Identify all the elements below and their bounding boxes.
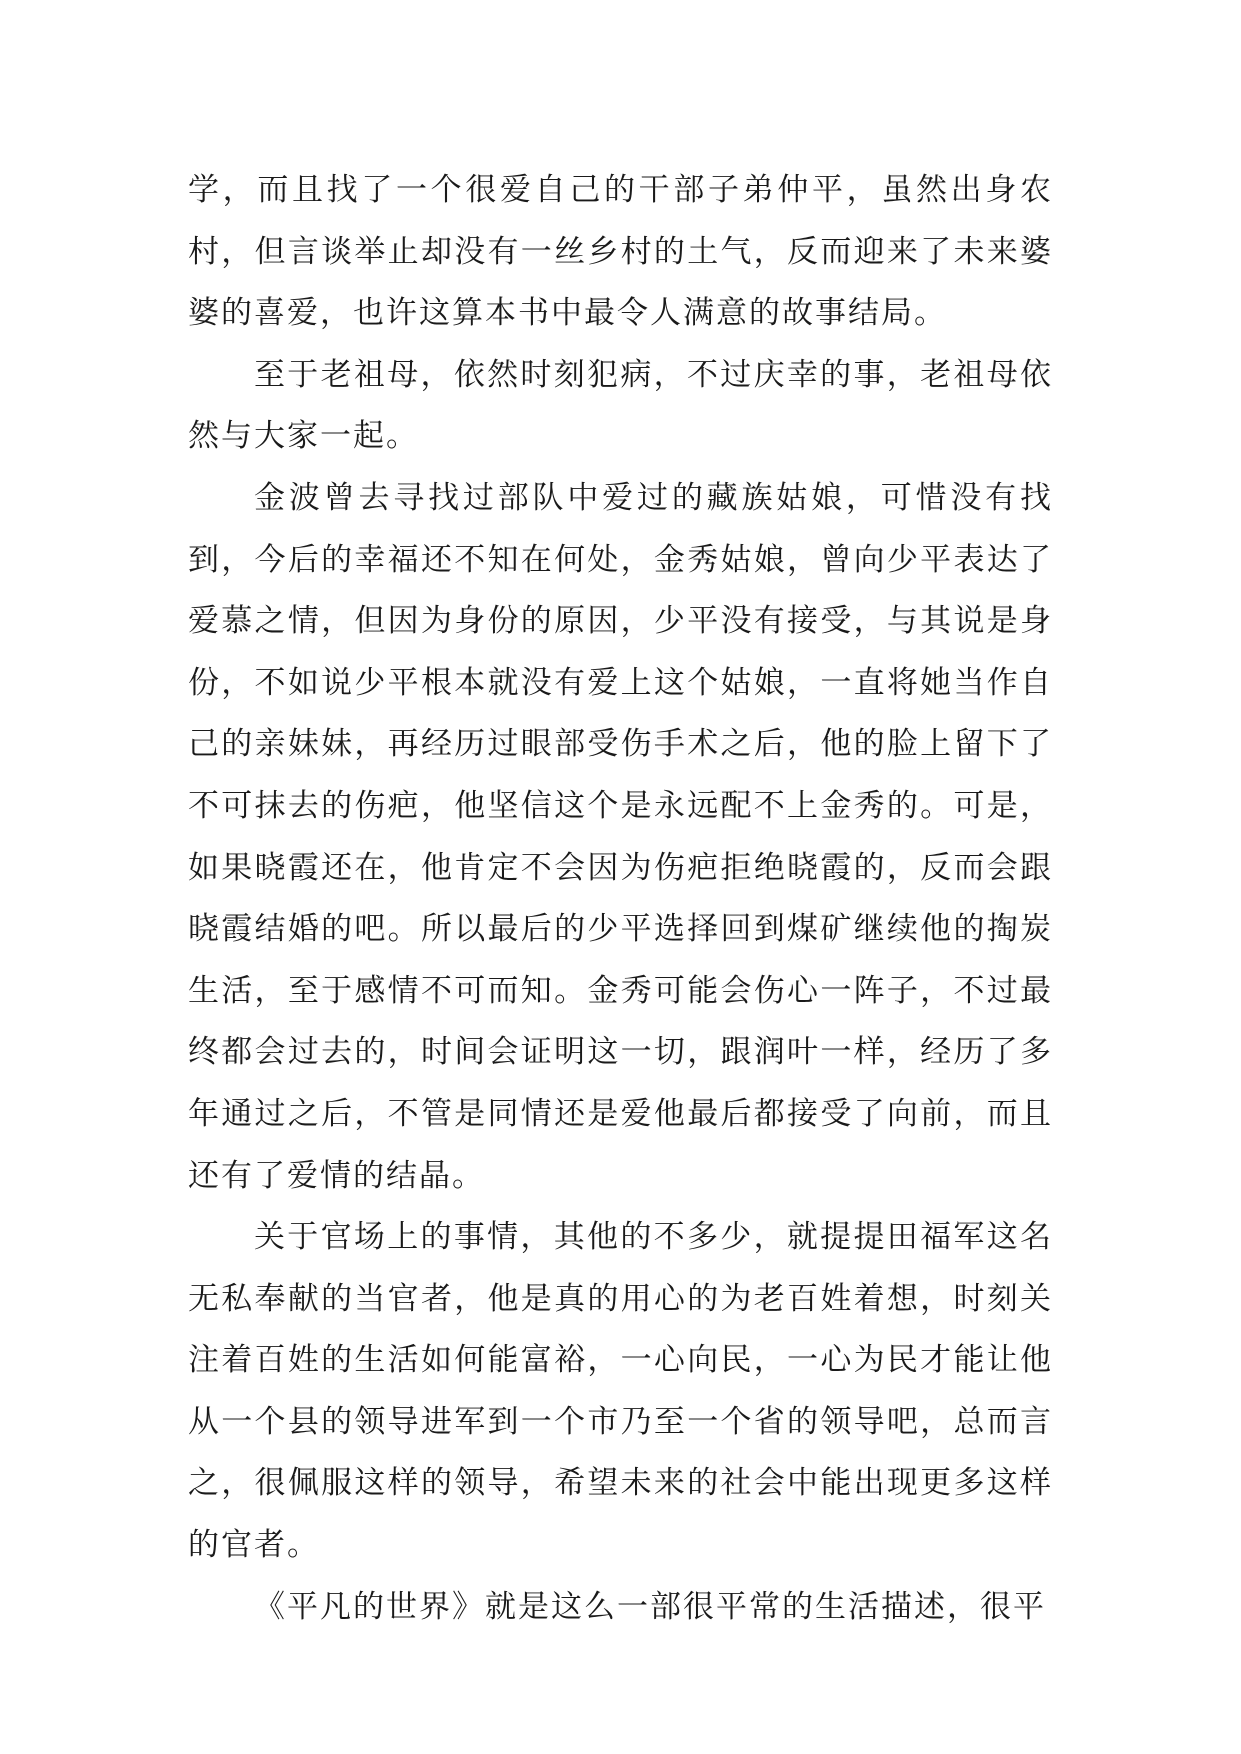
paragraph: 《平凡的世界》就是这么一部很平常的生活描述，很平 <box>254 1588 1046 1625</box>
paragraph: 至于老祖母，依然时刻犯病，不过庆幸的事，老祖母依然与大家一起。 <box>188 356 1053 455</box>
paragraph: 学，而且找了一个很爱自己的干部子弟仲平，虽然出身农村，但言谈举止却没有一丝乡村的土气，反而迎来了未来婆婆的喜爱，也许这算本书中最令人满意的故事结局。 <box>188 172 1053 332</box>
paragraph: 关于官场上的事情，其他的不多少，就提提田福军这名无私奉献的当官者，他是真的用心的为老百姓着想，时刻关注着百姓的生活如何能富裕，一心向民，一心为民才能让他从一个县的领导进军到一个市乃至一个省的领导吧，总而言之，很佩服这样的领导，希望未来的社会中能出现更多这样的官者。 <box>188 1219 1053 1564</box>
body-text <box>188 160 1053 1638</box>
paragraph: 金波曾去寻找过部队中爱过的藏族姑娘，可惜没有找到，今后的幸福还不知在何处，金秀姑娘，曾向少平表达了爱慕之情，但因为身份的原因，少平没有接受，与其说是身份，不如说少平根本就没有爱上这个姑娘，一直将她当作自己的亲妹妹，再经历过眼部受伤手术之后，他的脸上留下了不可抹去的伤疤，他坚信这个是永远配不上金秀的。可是，如果晓霞还在，他肯定不会因为伤疤拒绝晓霞的，反而会跟晓霞结婚的吧。所以最后的少平选择回到煤矿继续他的掏炭生活，至于感情不可而知。金秀可能会伤心一阵子，不过最终都会过去的，时间会证明这一切，跟润叶一样，经历了多年通过之后，不管是同情还是爱他最后都接受了向前，而且还有了爱情的结晶。 <box>188 479 1053 1194</box>
